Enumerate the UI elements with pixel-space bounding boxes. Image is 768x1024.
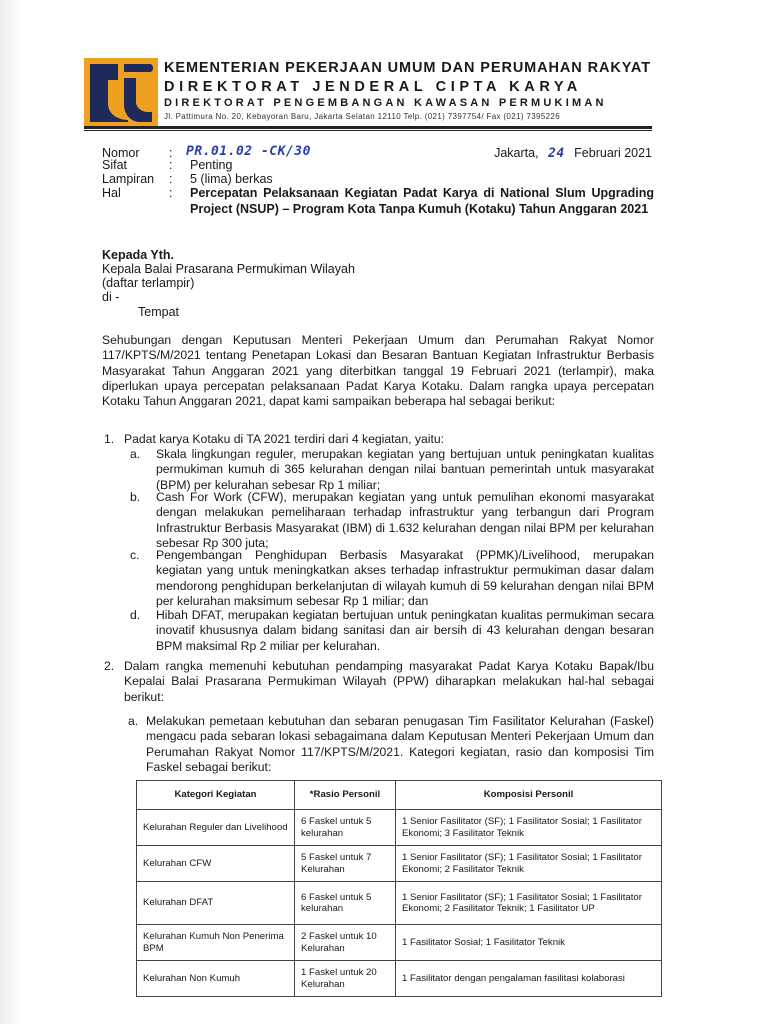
addressee-note: (daftar terlampir) — [102, 276, 195, 290]
cell-komposisi: 1 Senior Fasilitator (SF); 1 Fasilitator Sosial; 1 Fasilitator Ekonomi; 2 Fasilitator Teknik — [396, 846, 662, 882]
lampiran-colon: : — [169, 172, 173, 186]
table-row — [137, 882, 662, 925]
hal-label: Hal — [102, 186, 121, 200]
cell-rasio: 1 Faskel untuk 20 Kelurahan — [295, 961, 396, 997]
point-2-number: 2. — [104, 659, 115, 673]
header-rasio: *Rasio Personil — [295, 781, 396, 810]
cell-komposisi: 1 Fasilitator Sosial; 1 Fasilitator Teknik — [396, 925, 662, 961]
ministry-logo — [84, 58, 158, 128]
table-header-row — [137, 781, 662, 810]
table-row — [137, 961, 662, 997]
table-row — [137, 810, 662, 846]
cell-kategori: Kelurahan Non Kumuh — [137, 961, 295, 997]
sifat-label: Sifat — [102, 158, 128, 172]
cell-kategori: Kelurahan Kumuh Non Penerima BPM — [137, 925, 295, 961]
cell-komposisi: 1 Senior Fasilitator (SF); 1 Fasilitator Sosial; 1 Fasilitator Ekonomi; 3 Fasilitator Teknik — [396, 810, 662, 846]
sifat-value: Penting — [190, 158, 233, 172]
scan-edge — [0, 0, 20, 1024]
date-city: Jakarta, — [494, 146, 539, 160]
letterhead-directorate: DIREKTORAT PENGEMBANGAN KAWASAN PERMUKIMAN — [164, 97, 607, 109]
cell-rasio: 6 Faskel untuk 5 kelurahan — [295, 882, 396, 925]
point-1d-text: Hibah DFAT, merupakan kegiatan bertujuan untuk peningkatan kualitas permukiman secara inovatif khususnya dalam bidang sanitasi dan air bersih di 43 kelurahan dengan besaran BPM maksimal Rp 2 miliar per kelurahan. — [156, 608, 654, 653]
addressee-place: Tempat — [138, 305, 179, 319]
header-komposisi: Komposisi Personil — [396, 781, 662, 810]
point-2-text: Dalam rangka memenuhi kebutuhan pendamping masyarakat Padat Karya Kotaku Bapak/Ibu Kepalai Balai Prasarana Permukiman Wilayah (PPW) diharapkan melakukan hal-hal sebagai berikut: — [124, 659, 654, 704]
nomor-value: PR.01.02 -CK/30 — [186, 144, 311, 159]
date-month-year: Februari 2021 — [574, 146, 652, 160]
lampiran-value: 5 (lima) berkas — [190, 172, 273, 186]
sifat-colon: : — [169, 158, 173, 172]
point-1a-text: Skala lingkungan reguler, merupakan kegiatan yang bertujuan untuk peningkatan kualitas permukiman kumuh di 365 kelurahan dengan nilai bantuan pemerintah untuk masyarakat (BPM) per kelurahan sebesar Rp 1 miliar; — [156, 447, 654, 492]
cell-kategori: Kelurahan CFW — [137, 846, 295, 882]
point-1b-letter: b. — [130, 490, 141, 504]
cell-rasio: 6 Faskel untuk 5 kelurahan — [295, 810, 396, 846]
cell-kategori: Kelurahan DFAT — [137, 882, 295, 925]
letterhead-address: Jl. Pattimura No. 20, Kebayoran Baru, Jakarta Selatan 12110 Telp. (021) 7397754/ Fax (021) 7395226 — [164, 112, 561, 121]
cell-rasio: 2 Faskel untuk 10 Kelurahan — [295, 925, 396, 961]
addressee-at: di - — [102, 290, 120, 304]
point-1-text: Padat karya Kotaku di TA 2021 terdiri dari 4 kegiatan, yaitu: — [124, 432, 444, 446]
point-2a-text: Melakukan pemetaan kebutuhan dan sebaran penugasan Tim Fasilitator Kelurahan (Faskel) mengacu pada sebaran lokasi sebagaimana dalam Keputusan Menteri Pekerjaan Umum dan Perumahan Rakyat Nomor 117/KPTS/M/2021. Kategori kegiatan, rasio dan komposisi Tim Faskel sebagai berikut: — [146, 714, 654, 774]
header-kategori: Kategori Kegiatan — [137, 781, 295, 810]
table-row — [137, 925, 662, 961]
opening-paragraph: Sehubungan dengan Keputusan Menteri Pekerjaan Umum dan Perumahan Rakyat Nomor 117/KPTS/M/2021 tentang Penetapan Lokasi dan Besaran Bantuan Kegiatan Infrastruktur Berbasis Masyarakat Tahun Anggaran 2021 yang diterbitkan tanggal 19 Februari 2021 (terlampir), maka diperlukan upaya percepatan pelaksanaan Padat Karya Kotaku. Dalam rangka upaya percepatan Kotaku Tahun Anggaran 2021, dapat kami sampaikan beberapa hal sebagai berikut: — [102, 333, 654, 409]
cell-komposisi: 1 Senior Fasilitator (SF); 1 Fasilitator Sosial; 1 Fasilitator Ekonomi; 2 Fasilitator Teknik; 1 Fasilitator UP — [396, 882, 662, 925]
addressee-greeting: Kepada Yth. — [102, 248, 175, 262]
letterhead-ministry: KEMENTERIAN PEKERJAAN UMUM DAN PERUMAHAN RAKYAT — [164, 60, 651, 76]
lampiran-label: Lampiran — [102, 172, 155, 186]
addressee-recipient: Kepala Balai Prasarana Permukiman Wilayah — [102, 262, 355, 276]
nomor-colon: : — [169, 146, 173, 160]
cell-komposisi: 1 Fasilitator dengan pengalaman fasilitasi kolaborasi — [396, 961, 662, 997]
nomor-label: Nomor — [102, 146, 140, 160]
faskel-composition-table — [136, 780, 662, 997]
letter-date — [494, 146, 652, 161]
table-row — [137, 846, 662, 882]
point-1d-letter: d. — [130, 608, 141, 622]
point-1c-text: Pengembangan Penghidupan Berbasis Masyarakat (PPMK)/Livelihood, merupakan kegiatan yang untuk meningkatkan akses terhadap infrastruktur permukiman dasar dalam mendorong penghidupan berkelanjutan di wilayah kumuh di 59 kelurahan dengan nilai BPM per kelurahan maksimum sebesar Rp 1 miliar; dan — [156, 548, 654, 608]
point-2a-letter: a. — [128, 714, 139, 728]
hal-colon: : — [169, 186, 173, 200]
point-1a-letter: a. — [130, 447, 141, 461]
letterhead-directorate-general: DIREKTORAT JENDERAL CIPTA KARYA — [164, 79, 582, 95]
point-1b-text: Cash For Work (CFW), merupakan kegiatan yang untuk pemulihan ekonomi masyarakat dengan melakukan pemeliharaan terhadap infrastruktur yang terbangun dari Program Infrastruktur Berbasis Masyarakat (IBM) di 1.632 kelurahan dengan nilai BPM per kelurahan sebesar Rp 300 juta; — [156, 490, 654, 550]
hal-subject: Percepatan Pelaksanaan Kegiatan Padat Karya di National Slum Upgrading Project (NSUP) – Program Kota Tanpa Kumuh (Kotaku) Tahun Anggaran 2021 — [190, 186, 654, 216]
cell-kategori: Kelurahan Reguler dan Livelihood — [137, 810, 295, 846]
date-day: 24 — [548, 146, 565, 161]
cell-rasio: 5 Faskel untuk 7 Kelurahan — [295, 846, 396, 882]
point-1-number: 1. — [104, 432, 115, 446]
point-1c-letter: c. — [130, 548, 140, 562]
letterhead-divider — [84, 126, 652, 131]
